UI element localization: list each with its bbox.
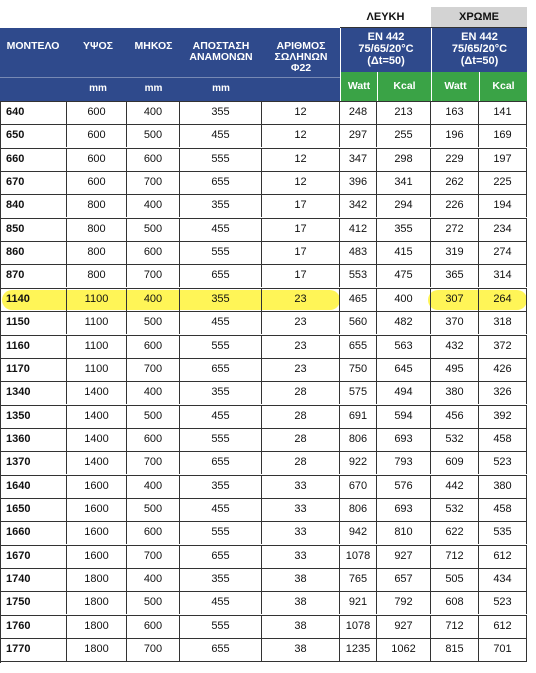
cell-pipes: 38 bbox=[262, 591, 340, 614]
cell-chrome-watt: 532 bbox=[431, 498, 479, 521]
table-row bbox=[0, 264, 527, 287]
cell-chrome-kcal: 458 bbox=[479, 498, 527, 521]
cell-white-watt: 575 bbox=[340, 381, 377, 404]
cell-chrome-watt: 307 bbox=[431, 288, 479, 311]
cell-distance: 655 bbox=[180, 358, 262, 381]
cell-distance: 355 bbox=[180, 381, 262, 404]
cell-distance: 555 bbox=[180, 521, 262, 544]
table-row bbox=[0, 241, 527, 264]
cell-pipes: 17 bbox=[262, 264, 340, 287]
cell-length: 400 bbox=[127, 475, 180, 498]
cell-distance: 355 bbox=[180, 568, 262, 591]
cell-white-watt: 922 bbox=[340, 451, 377, 474]
cell-chrome-watt: 442 bbox=[431, 475, 479, 498]
en442-chrome-line2: 75/65/20°C bbox=[451, 43, 508, 55]
cell-chrome-watt: 163 bbox=[431, 101, 479, 124]
cell-chrome-kcal: 523 bbox=[479, 451, 527, 474]
cell-white-kcal: 294 bbox=[377, 194, 431, 217]
cell-white-watt: 483 bbox=[340, 241, 377, 264]
table-row bbox=[0, 638, 527, 661]
cell-length: 500 bbox=[127, 311, 180, 334]
cell-white-watt: 806 bbox=[340, 428, 377, 451]
cell-height: 1400 bbox=[67, 381, 127, 404]
cell-pipes: 38 bbox=[262, 615, 340, 638]
cell-pipes: 23 bbox=[262, 288, 340, 311]
header-white-watt: Watt bbox=[340, 72, 377, 101]
cell-white-kcal: 415 bbox=[377, 241, 431, 264]
cell-chrome-watt: 532 bbox=[431, 428, 479, 451]
cell-length: 700 bbox=[127, 451, 180, 474]
cell-length: 600 bbox=[127, 521, 180, 544]
cell-white-watt: 553 bbox=[340, 264, 377, 287]
unit-height: mm bbox=[89, 83, 107, 94]
cell-height: 1800 bbox=[67, 568, 127, 591]
cell-model: 1370 bbox=[0, 451, 67, 474]
en442-white-block bbox=[340, 28, 431, 72]
cell-chrome-kcal: 392 bbox=[479, 405, 527, 428]
cell-white-watt: 921 bbox=[340, 591, 377, 614]
cell-white-kcal: 213 bbox=[377, 101, 431, 124]
cell-pipes: 38 bbox=[262, 568, 340, 591]
cell-distance: 455 bbox=[180, 124, 262, 147]
cell-length: 600 bbox=[127, 148, 180, 171]
cell-white-watt: 750 bbox=[340, 358, 377, 381]
cell-model: 640 bbox=[0, 101, 67, 124]
cell-height: 1100 bbox=[67, 288, 127, 311]
cell-chrome-watt: 370 bbox=[431, 311, 479, 334]
cell-white-watt: 560 bbox=[340, 311, 377, 334]
cell-pipes: 28 bbox=[262, 405, 340, 428]
en442-chrome-block bbox=[431, 28, 527, 72]
cell-model: 670 bbox=[0, 171, 67, 194]
table-header bbox=[0, 28, 527, 101]
cell-chrome-kcal: 197 bbox=[479, 148, 527, 171]
cell-chrome-watt: 608 bbox=[431, 591, 479, 614]
cell-height: 600 bbox=[67, 101, 127, 124]
cell-pipes: 28 bbox=[262, 451, 340, 474]
cell-chrome-kcal: 380 bbox=[479, 475, 527, 498]
cell-pipes: 38 bbox=[262, 638, 340, 661]
cell-height: 1800 bbox=[67, 615, 127, 638]
cell-distance: 455 bbox=[180, 405, 262, 428]
cell-chrome-kcal: 264 bbox=[479, 288, 527, 311]
cell-chrome-kcal: 169 bbox=[479, 124, 527, 147]
cell-distance: 455 bbox=[180, 311, 262, 334]
cell-white-kcal: 693 bbox=[377, 498, 431, 521]
cell-white-watt: 1078 bbox=[340, 615, 377, 638]
cell-white-kcal: 645 bbox=[377, 358, 431, 381]
cell-length: 700 bbox=[127, 264, 180, 287]
table-row bbox=[0, 428, 527, 451]
cell-height: 800 bbox=[67, 264, 127, 287]
cell-chrome-watt: 380 bbox=[431, 381, 479, 404]
cell-white-watt: 670 bbox=[340, 475, 377, 498]
cell-chrome-kcal: 234 bbox=[479, 218, 527, 241]
cell-white-kcal: 793 bbox=[377, 451, 431, 474]
cell-height: 1600 bbox=[67, 545, 127, 568]
cell-model: 1670 bbox=[0, 545, 67, 568]
cell-white-kcal: 482 bbox=[377, 311, 431, 334]
cell-distance: 555 bbox=[180, 148, 262, 171]
cell-chrome-watt: 712 bbox=[431, 545, 479, 568]
cell-chrome-kcal: 701 bbox=[479, 638, 527, 661]
cell-length: 400 bbox=[127, 381, 180, 404]
cell-chrome-watt: 319 bbox=[431, 241, 479, 264]
cell-model: 860 bbox=[0, 241, 67, 264]
table-row bbox=[0, 475, 527, 498]
cell-white-kcal: 400 bbox=[377, 288, 431, 311]
header-model: ΜΟΝΤΕΛΟ bbox=[6, 40, 60, 52]
cell-white-watt: 806 bbox=[340, 498, 377, 521]
cell-chrome-kcal: 194 bbox=[479, 194, 527, 217]
cell-height: 600 bbox=[67, 148, 127, 171]
cell-white-kcal: 594 bbox=[377, 405, 431, 428]
cell-pipes: 28 bbox=[262, 428, 340, 451]
cell-chrome-watt: 456 bbox=[431, 405, 479, 428]
cell-chrome-kcal: 225 bbox=[479, 171, 527, 194]
cell-length: 700 bbox=[127, 358, 180, 381]
table-row bbox=[0, 335, 527, 358]
cell-chrome-kcal: 612 bbox=[479, 615, 527, 638]
cell-chrome-kcal: 523 bbox=[479, 591, 527, 614]
cell-white-watt: 691 bbox=[340, 405, 377, 428]
cell-pipes: 23 bbox=[262, 311, 340, 334]
cell-distance: 555 bbox=[180, 241, 262, 264]
cell-distance: 655 bbox=[180, 451, 262, 474]
group-white-label: ΛΕΥΚΗ bbox=[340, 7, 431, 28]
header-distance-line2: ΑΝΑΜΟΝΩΝ bbox=[189, 51, 253, 63]
cell-distance: 655 bbox=[180, 264, 262, 287]
cell-length: 600 bbox=[127, 335, 180, 358]
cell-distance: 655 bbox=[180, 638, 262, 661]
cell-chrome-watt: 365 bbox=[431, 264, 479, 287]
cell-chrome-watt: 226 bbox=[431, 194, 479, 217]
header-chrome-kcal: Kcal bbox=[479, 72, 527, 101]
en442-chrome-line1: EN 442 bbox=[461, 31, 498, 43]
cell-model: 1640 bbox=[0, 475, 67, 498]
cell-height: 800 bbox=[67, 218, 127, 241]
table-row bbox=[0, 218, 527, 241]
cell-white-kcal: 563 bbox=[377, 335, 431, 358]
cell-white-kcal: 810 bbox=[377, 521, 431, 544]
cell-chrome-watt: 196 bbox=[431, 124, 479, 147]
cell-pipes: 33 bbox=[262, 521, 340, 544]
cell-pipes: 23 bbox=[262, 335, 340, 358]
cell-model: 1170 bbox=[0, 358, 67, 381]
cell-white-watt: 347 bbox=[340, 148, 377, 171]
cell-white-kcal: 475 bbox=[377, 264, 431, 287]
cell-chrome-watt: 229 bbox=[431, 148, 479, 171]
cell-model: 1760 bbox=[0, 615, 67, 638]
cell-pipes: 12 bbox=[262, 148, 340, 171]
header-distance-line1: ΑΠΟΣΤΑΣΗ bbox=[192, 40, 250, 52]
cell-white-watt: 765 bbox=[340, 568, 377, 591]
cell-height: 1400 bbox=[67, 428, 127, 451]
cell-white-kcal: 657 bbox=[377, 568, 431, 591]
cell-length: 400 bbox=[127, 288, 180, 311]
table-row bbox=[0, 171, 527, 194]
cell-model: 870 bbox=[0, 264, 67, 287]
cell-chrome-kcal: 458 bbox=[479, 428, 527, 451]
cell-white-kcal: 792 bbox=[377, 591, 431, 614]
cell-pipes: 12 bbox=[262, 171, 340, 194]
cell-chrome-kcal: 318 bbox=[479, 311, 527, 334]
cell-white-watt: 248 bbox=[340, 101, 377, 124]
en442-white-line1: EN 442 bbox=[367, 31, 405, 43]
cell-pipes: 33 bbox=[262, 475, 340, 498]
cell-pipes: 17 bbox=[262, 218, 340, 241]
en442-white-line3: (Δt=50) bbox=[367, 55, 405, 67]
cell-white-kcal: 255 bbox=[377, 124, 431, 147]
table-row bbox=[0, 615, 527, 638]
cell-length: 700 bbox=[127, 171, 180, 194]
cell-length: 700 bbox=[127, 545, 180, 568]
en442-white-line2: 75/65/20°C bbox=[358, 43, 414, 55]
cell-chrome-watt: 272 bbox=[431, 218, 479, 241]
cell-model: 1770 bbox=[0, 638, 67, 661]
cell-pipes: 12 bbox=[262, 101, 340, 124]
cell-distance: 455 bbox=[180, 591, 262, 614]
table-row bbox=[0, 358, 527, 381]
cell-chrome-kcal: 314 bbox=[479, 264, 527, 287]
cell-white-kcal: 576 bbox=[377, 475, 431, 498]
cell-length: 400 bbox=[127, 568, 180, 591]
cell-model: 1140 bbox=[0, 288, 67, 311]
table-row bbox=[0, 148, 527, 171]
cell-height: 1400 bbox=[67, 451, 127, 474]
header-pipes-line1: ΑΡΙΘΜΟΣ bbox=[276, 40, 326, 52]
table-row bbox=[0, 381, 527, 404]
table-row bbox=[0, 311, 527, 334]
cell-chrome-watt: 712 bbox=[431, 615, 479, 638]
table-row bbox=[0, 451, 527, 474]
cell-white-kcal: 693 bbox=[377, 428, 431, 451]
cell-distance: 555 bbox=[180, 615, 262, 638]
cell-model: 1150 bbox=[0, 311, 67, 334]
cell-distance: 455 bbox=[180, 498, 262, 521]
cell-white-watt: 465 bbox=[340, 288, 377, 311]
table-row bbox=[0, 545, 527, 568]
unit-distance: mm bbox=[212, 83, 230, 94]
cell-chrome-kcal: 141 bbox=[479, 101, 527, 124]
header-pipes-line3: Φ22 bbox=[290, 62, 312, 74]
header-length: ΜΗΚΟΣ bbox=[134, 40, 173, 52]
table-row bbox=[0, 124, 527, 147]
cell-distance: 655 bbox=[180, 171, 262, 194]
table-row bbox=[0, 591, 527, 614]
header-chrome-watt: Watt bbox=[431, 72, 479, 101]
cell-white-kcal: 355 bbox=[377, 218, 431, 241]
cell-height: 1800 bbox=[67, 591, 127, 614]
cell-chrome-watt: 262 bbox=[431, 171, 479, 194]
cell-chrome-watt: 505 bbox=[431, 568, 479, 591]
cell-pipes: 17 bbox=[262, 241, 340, 264]
cell-pipes: 33 bbox=[262, 498, 340, 521]
en442-chrome-line3: (Δt=50) bbox=[460, 55, 499, 67]
cell-distance: 655 bbox=[180, 545, 262, 568]
cell-chrome-watt: 815 bbox=[431, 638, 479, 661]
cell-white-kcal: 494 bbox=[377, 381, 431, 404]
table-row bbox=[0, 521, 527, 544]
table-row bbox=[0, 498, 527, 521]
cell-pipes: 12 bbox=[262, 124, 340, 147]
cell-distance: 455 bbox=[180, 218, 262, 241]
cell-white-watt: 297 bbox=[340, 124, 377, 147]
cell-chrome-watt: 622 bbox=[431, 521, 479, 544]
cell-length: 600 bbox=[127, 615, 180, 638]
cell-length: 400 bbox=[127, 101, 180, 124]
cell-height: 1100 bbox=[67, 358, 127, 381]
cell-length: 400 bbox=[127, 194, 180, 217]
cell-height: 1100 bbox=[67, 311, 127, 334]
cell-length: 500 bbox=[127, 405, 180, 428]
cell-chrome-kcal: 426 bbox=[479, 358, 527, 381]
cell-white-kcal: 1062 bbox=[377, 638, 431, 661]
cell-length: 500 bbox=[127, 124, 180, 147]
cell-pipes: 17 bbox=[262, 194, 340, 217]
group-chrome-label: ΧΡΩΜΕ bbox=[431, 7, 527, 28]
cell-height: 600 bbox=[67, 171, 127, 194]
cell-white-watt: 655 bbox=[340, 335, 377, 358]
cell-chrome-watt: 609 bbox=[431, 451, 479, 474]
cell-white-kcal: 927 bbox=[377, 615, 431, 638]
cell-chrome-kcal: 372 bbox=[479, 335, 527, 358]
cell-height: 1600 bbox=[67, 521, 127, 544]
cell-pipes: 28 bbox=[262, 381, 340, 404]
cell-model: 1750 bbox=[0, 591, 67, 614]
cell-model: 1740 bbox=[0, 568, 67, 591]
table-row bbox=[0, 405, 527, 428]
cell-distance: 355 bbox=[180, 101, 262, 124]
cell-height: 1100 bbox=[67, 335, 127, 358]
cell-chrome-watt: 432 bbox=[431, 335, 479, 358]
cell-distance: 355 bbox=[180, 288, 262, 311]
cell-length: 700 bbox=[127, 638, 180, 661]
cell-chrome-watt: 495 bbox=[431, 358, 479, 381]
cell-white-kcal: 341 bbox=[377, 171, 431, 194]
header-pipes-line2: ΣΩΛΗΝΩΝ bbox=[274, 51, 328, 63]
cell-white-kcal: 298 bbox=[377, 148, 431, 171]
cell-distance: 555 bbox=[180, 428, 262, 451]
cell-white-kcal: 927 bbox=[377, 545, 431, 568]
cell-model: 650 bbox=[0, 124, 67, 147]
cell-chrome-kcal: 535 bbox=[479, 521, 527, 544]
cell-height: 1600 bbox=[67, 475, 127, 498]
cell-distance: 355 bbox=[180, 475, 262, 498]
cell-white-watt: 412 bbox=[340, 218, 377, 241]
cell-chrome-kcal: 612 bbox=[479, 545, 527, 568]
cell-model: 840 bbox=[0, 194, 67, 217]
cell-model: 850 bbox=[0, 218, 67, 241]
table-row bbox=[0, 568, 527, 591]
cell-height: 1600 bbox=[67, 498, 127, 521]
row-divider bbox=[0, 661, 527, 662]
table-row bbox=[0, 194, 527, 217]
cell-model: 1160 bbox=[0, 335, 67, 358]
cell-model: 1360 bbox=[0, 428, 67, 451]
cell-distance: 355 bbox=[180, 194, 262, 217]
cell-pipes: 23 bbox=[262, 358, 340, 381]
header-height: ΥΨΟΣ bbox=[83, 40, 113, 52]
cell-height: 600 bbox=[67, 124, 127, 147]
cell-chrome-kcal: 274 bbox=[479, 241, 527, 264]
cell-white-watt: 942 bbox=[340, 521, 377, 544]
cell-model: 660 bbox=[0, 148, 67, 171]
table-row bbox=[0, 288, 527, 311]
cell-chrome-kcal: 434 bbox=[479, 568, 527, 591]
cell-white-watt: 342 bbox=[340, 194, 377, 217]
cell-height: 800 bbox=[67, 194, 127, 217]
cell-model: 1340 bbox=[0, 381, 67, 404]
cell-white-watt: 396 bbox=[340, 171, 377, 194]
cell-length: 500 bbox=[127, 498, 180, 521]
header-white-kcal: Kcal bbox=[377, 72, 431, 101]
cell-white-watt: 1235 bbox=[340, 638, 377, 661]
cell-model: 1650 bbox=[0, 498, 67, 521]
cell-length: 600 bbox=[127, 241, 180, 264]
unit-length: mm bbox=[144, 83, 163, 94]
cell-model: 1350 bbox=[0, 405, 67, 428]
cell-model: 1660 bbox=[0, 521, 67, 544]
header-divider bbox=[0, 77, 340, 78]
cell-length: 600 bbox=[127, 428, 180, 451]
cell-height: 1400 bbox=[67, 405, 127, 428]
cell-height: 800 bbox=[67, 241, 127, 264]
cell-pipes: 33 bbox=[262, 545, 340, 568]
cell-length: 500 bbox=[127, 591, 180, 614]
cell-white-watt: 1078 bbox=[340, 545, 377, 568]
cell-distance: 555 bbox=[180, 335, 262, 358]
cell-height: 1800 bbox=[67, 638, 127, 661]
cell-chrome-kcal: 326 bbox=[479, 381, 527, 404]
table-row bbox=[0, 101, 527, 124]
cell-length: 500 bbox=[127, 218, 180, 241]
